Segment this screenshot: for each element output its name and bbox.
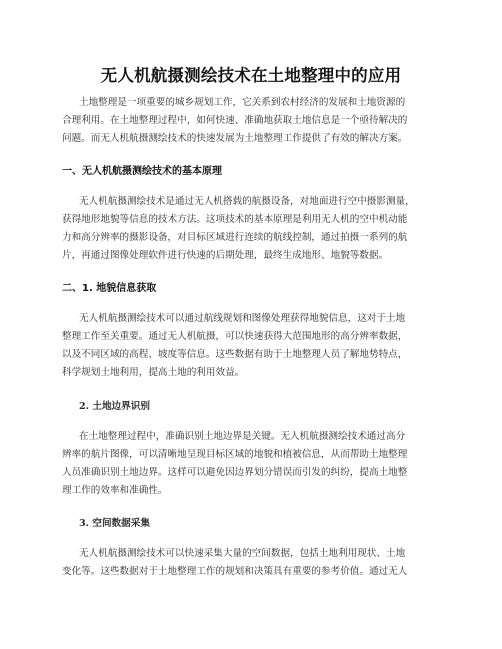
intro-line-1: 土地整理是一项重要的城乡规划工作，它关系到农村经济的发展和土地资源的 <box>79 97 406 108</box>
section-1-heading: 一、无人机航摄测绘技术的基本原理 <box>62 166 222 177</box>
subsection-2-line-4: 理工作的效率和准确性。 <box>62 485 168 496</box>
subsection-3-heading: 3. 空间数据采集 <box>79 518 150 529</box>
subsection-2-line-1: 在土地整理过程中，准确识别土地边界是关键。无人机航摄测绘技术通过高分 <box>79 431 406 442</box>
intro-line-3: 问题。而无人机航摄测绘技术的快速发展为土地整理工作提供了有效的解决方案。 <box>62 133 408 144</box>
section-1-line-1: 无人机航摄测绘技术是通过无人机搭载的航摄设备，对地面进行空中摄影测量， <box>79 196 415 207</box>
section-2-line-3: 以及不同区域的高程、坡度等信息。这些数据有助于土地整理人员了解地势特点， <box>62 349 408 360</box>
subsection-2-heading: 2. 土地边界识别 <box>79 401 150 412</box>
intro-line-2: 合理利用。在土地整理过程中，如何快速、准确地获取土地信息是一个亟待解决的 <box>62 115 408 126</box>
subsection-3-line-1: 无人机航摄测绘技术可以快速采集大量的空间数据，包括土地利用现状、土地 <box>79 548 406 559</box>
section-2-heading: 二、1. 地貌信息获取 <box>62 283 157 294</box>
document-title: 无人机航摄测绘技术在土地整理中的应用 <box>100 66 402 85</box>
section-2-line-2: 整理工作至关重要。通过无人机航摄，可以快速获得大范围地形的高分辨率数据， <box>62 331 408 342</box>
section-1-line-3: 力和高分辨率的摄影设备，对目标区域进行连续的航线控制，通过拍摄一系列的航 <box>62 232 408 243</box>
section-2-line-1: 无人机航摄测绘技术可以通过航线规划和图像处理获得地貌信息，这对于土地 <box>79 313 406 324</box>
subsection-2-line-2: 辨率的航片图像，可以清晰地呈现目标区域的地貌和植被信息，从而帮助土地整理 <box>62 449 408 460</box>
section-1-line-4: 片，再通过图像处理软件进行快速的后期处理，最终生成地形、地貌等数据。 <box>62 250 389 261</box>
subsection-3-line-2: 变化等。这些数据对于土地整理工作的规划和决策具有重要的参考价值。通过无人 <box>62 566 408 577</box>
subsection-2-line-3: 人员准确识别土地边界。这样可以避免因边界划分错误而引发的纠纷，提高土地整 <box>62 467 408 478</box>
section-1-line-2: 获得地形地貌等信息的技术方法。这项技术的基本原理是利用无人机的空中机动能 <box>62 214 408 225</box>
section-2-line-4: 科学规划土地利用，提高土地的利用效益。 <box>62 367 245 378</box>
